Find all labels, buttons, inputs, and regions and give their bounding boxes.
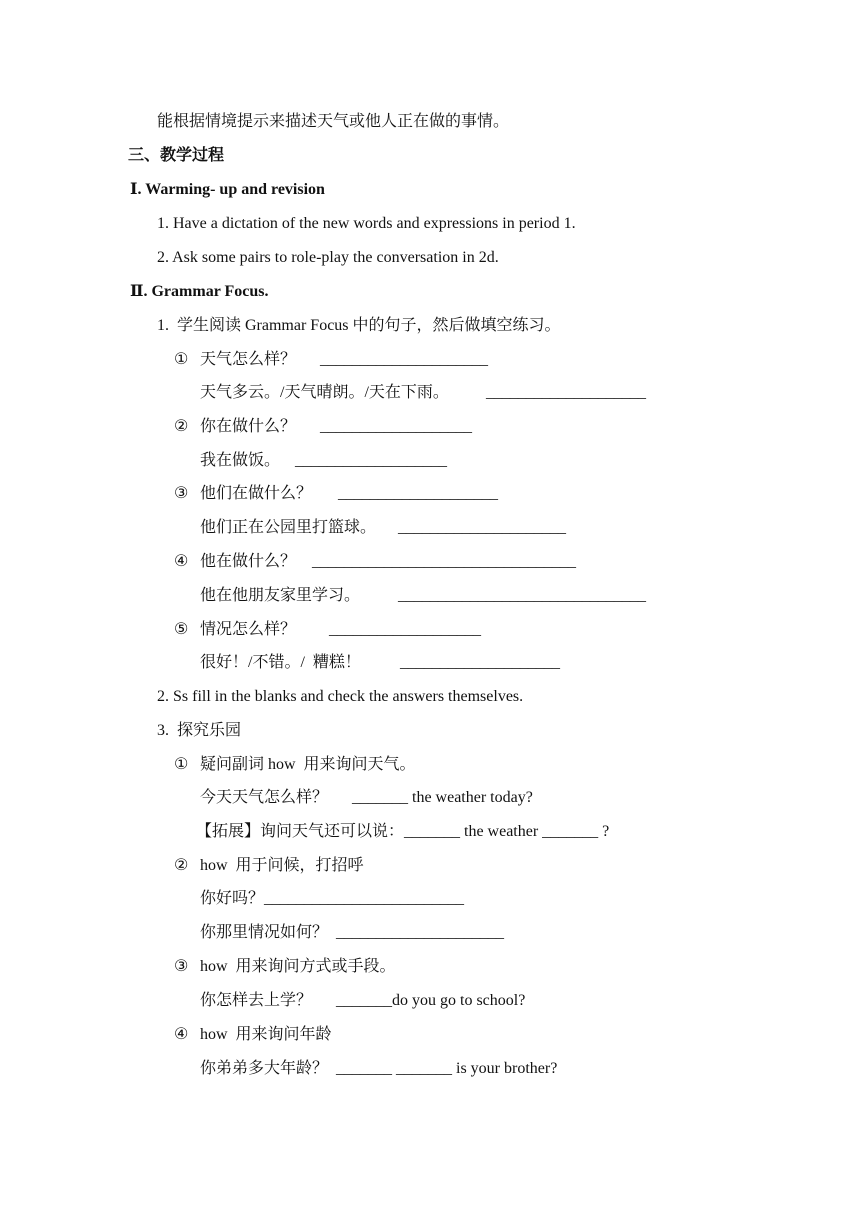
exercise-blank: ____________________ <box>486 384 646 401</box>
exercise-answer: 他们正在公园里打篮球。 <box>200 519 377 536</box>
part2-step3: 3. 探究乐园 <box>157 722 242 739</box>
exercise-question: 你在做什么？ <box>200 418 297 435</box>
exercise-question: 情况怎么样？ <box>200 621 297 638</box>
part2-step1: 1. 学生阅读 Grammar Focus 中的句子，然后做填空练习。 <box>157 317 561 334</box>
exercise-question: 他在做什么？ <box>200 553 297 570</box>
part1-heading: Ⅰ. Warming- up and revision <box>130 181 325 198</box>
part2-heading: Ⅱ. Grammar Focus. <box>130 283 269 300</box>
part1-item: 1. Have a dictation of the new words and expressions in period 1. <box>157 215 576 232</box>
exercise-blank: ____________________ <box>338 485 498 502</box>
explore-line: 今天天气怎么样？ _______ the weather today? <box>200 789 533 806</box>
exercise-number: ① <box>174 351 189 368</box>
explore-title: how 用来询问年龄 <box>200 1026 332 1043</box>
exercise-blank: _________________________________ <box>312 553 576 570</box>
intro-line: 能根据情境提示来描述天气或他人正在做的事情。 <box>157 113 510 130</box>
explore-line: 你弟弟多大年龄？ _______ _______ is your brother? <box>200 1060 558 1077</box>
explore-title: how 用于问候，打招呼 <box>200 857 364 874</box>
explore-number: ③ <box>174 958 189 975</box>
exercise-number: ④ <box>174 553 189 570</box>
part1-item: 2. Ask some pairs to role-play the conversation in 2d. <box>157 249 499 266</box>
explore-line: 【拓展】询问天气还可以说：_______ the weather _______ ? <box>196 823 610 840</box>
section-heading: 三、教学过程 <box>128 147 225 164</box>
exercise-blank: ____________________ <box>400 654 560 671</box>
exercise-question: 天气怎么样？ <box>200 351 297 368</box>
exercise-number: ② <box>174 418 189 435</box>
exercise-number: ③ <box>174 485 189 502</box>
exercise-answer: 天气多云。/天气晴朗。/天在下雨。 <box>200 384 449 401</box>
explore-number: ① <box>174 756 189 773</box>
exercise-question: 他们在做什么？ <box>200 485 313 502</box>
explore-line: 你怎样去上学？ _______do you go to school? <box>200 992 526 1009</box>
exercise-blank: _____________________ <box>320 351 488 368</box>
exercise-answer: 他在他朋友家里学习。 <box>200 587 361 604</box>
exercise-blank: ___________________ <box>295 452 447 469</box>
exercise-answer: 很好！/不错。/ 糟糕！ <box>200 654 361 671</box>
exercise-blank: ___________________ <box>329 621 481 638</box>
exercise-number: ⑤ <box>174 621 189 638</box>
explore-number: ② <box>174 857 189 874</box>
part2-step2: 2. Ss fill in the blanks and check the answers themselves. <box>157 688 524 705</box>
explore-title: how 用来询问方式或手段。 <box>200 958 396 975</box>
explore-title: 疑问副词 how 用来询问天气。 <box>200 756 416 773</box>
exercise-blank: ___________________ <box>320 418 472 435</box>
explore-line: 你好吗？_________________________ <box>200 890 465 907</box>
explore-number: ④ <box>174 1026 189 1043</box>
explore-line: 你那里情况如何？ _____________________ <box>200 924 505 941</box>
exercise-blank: _____________________ <box>398 519 566 536</box>
exercise-blank: _______________________________ <box>398 587 646 604</box>
exercise-answer: 我在做饭。 <box>200 452 281 469</box>
